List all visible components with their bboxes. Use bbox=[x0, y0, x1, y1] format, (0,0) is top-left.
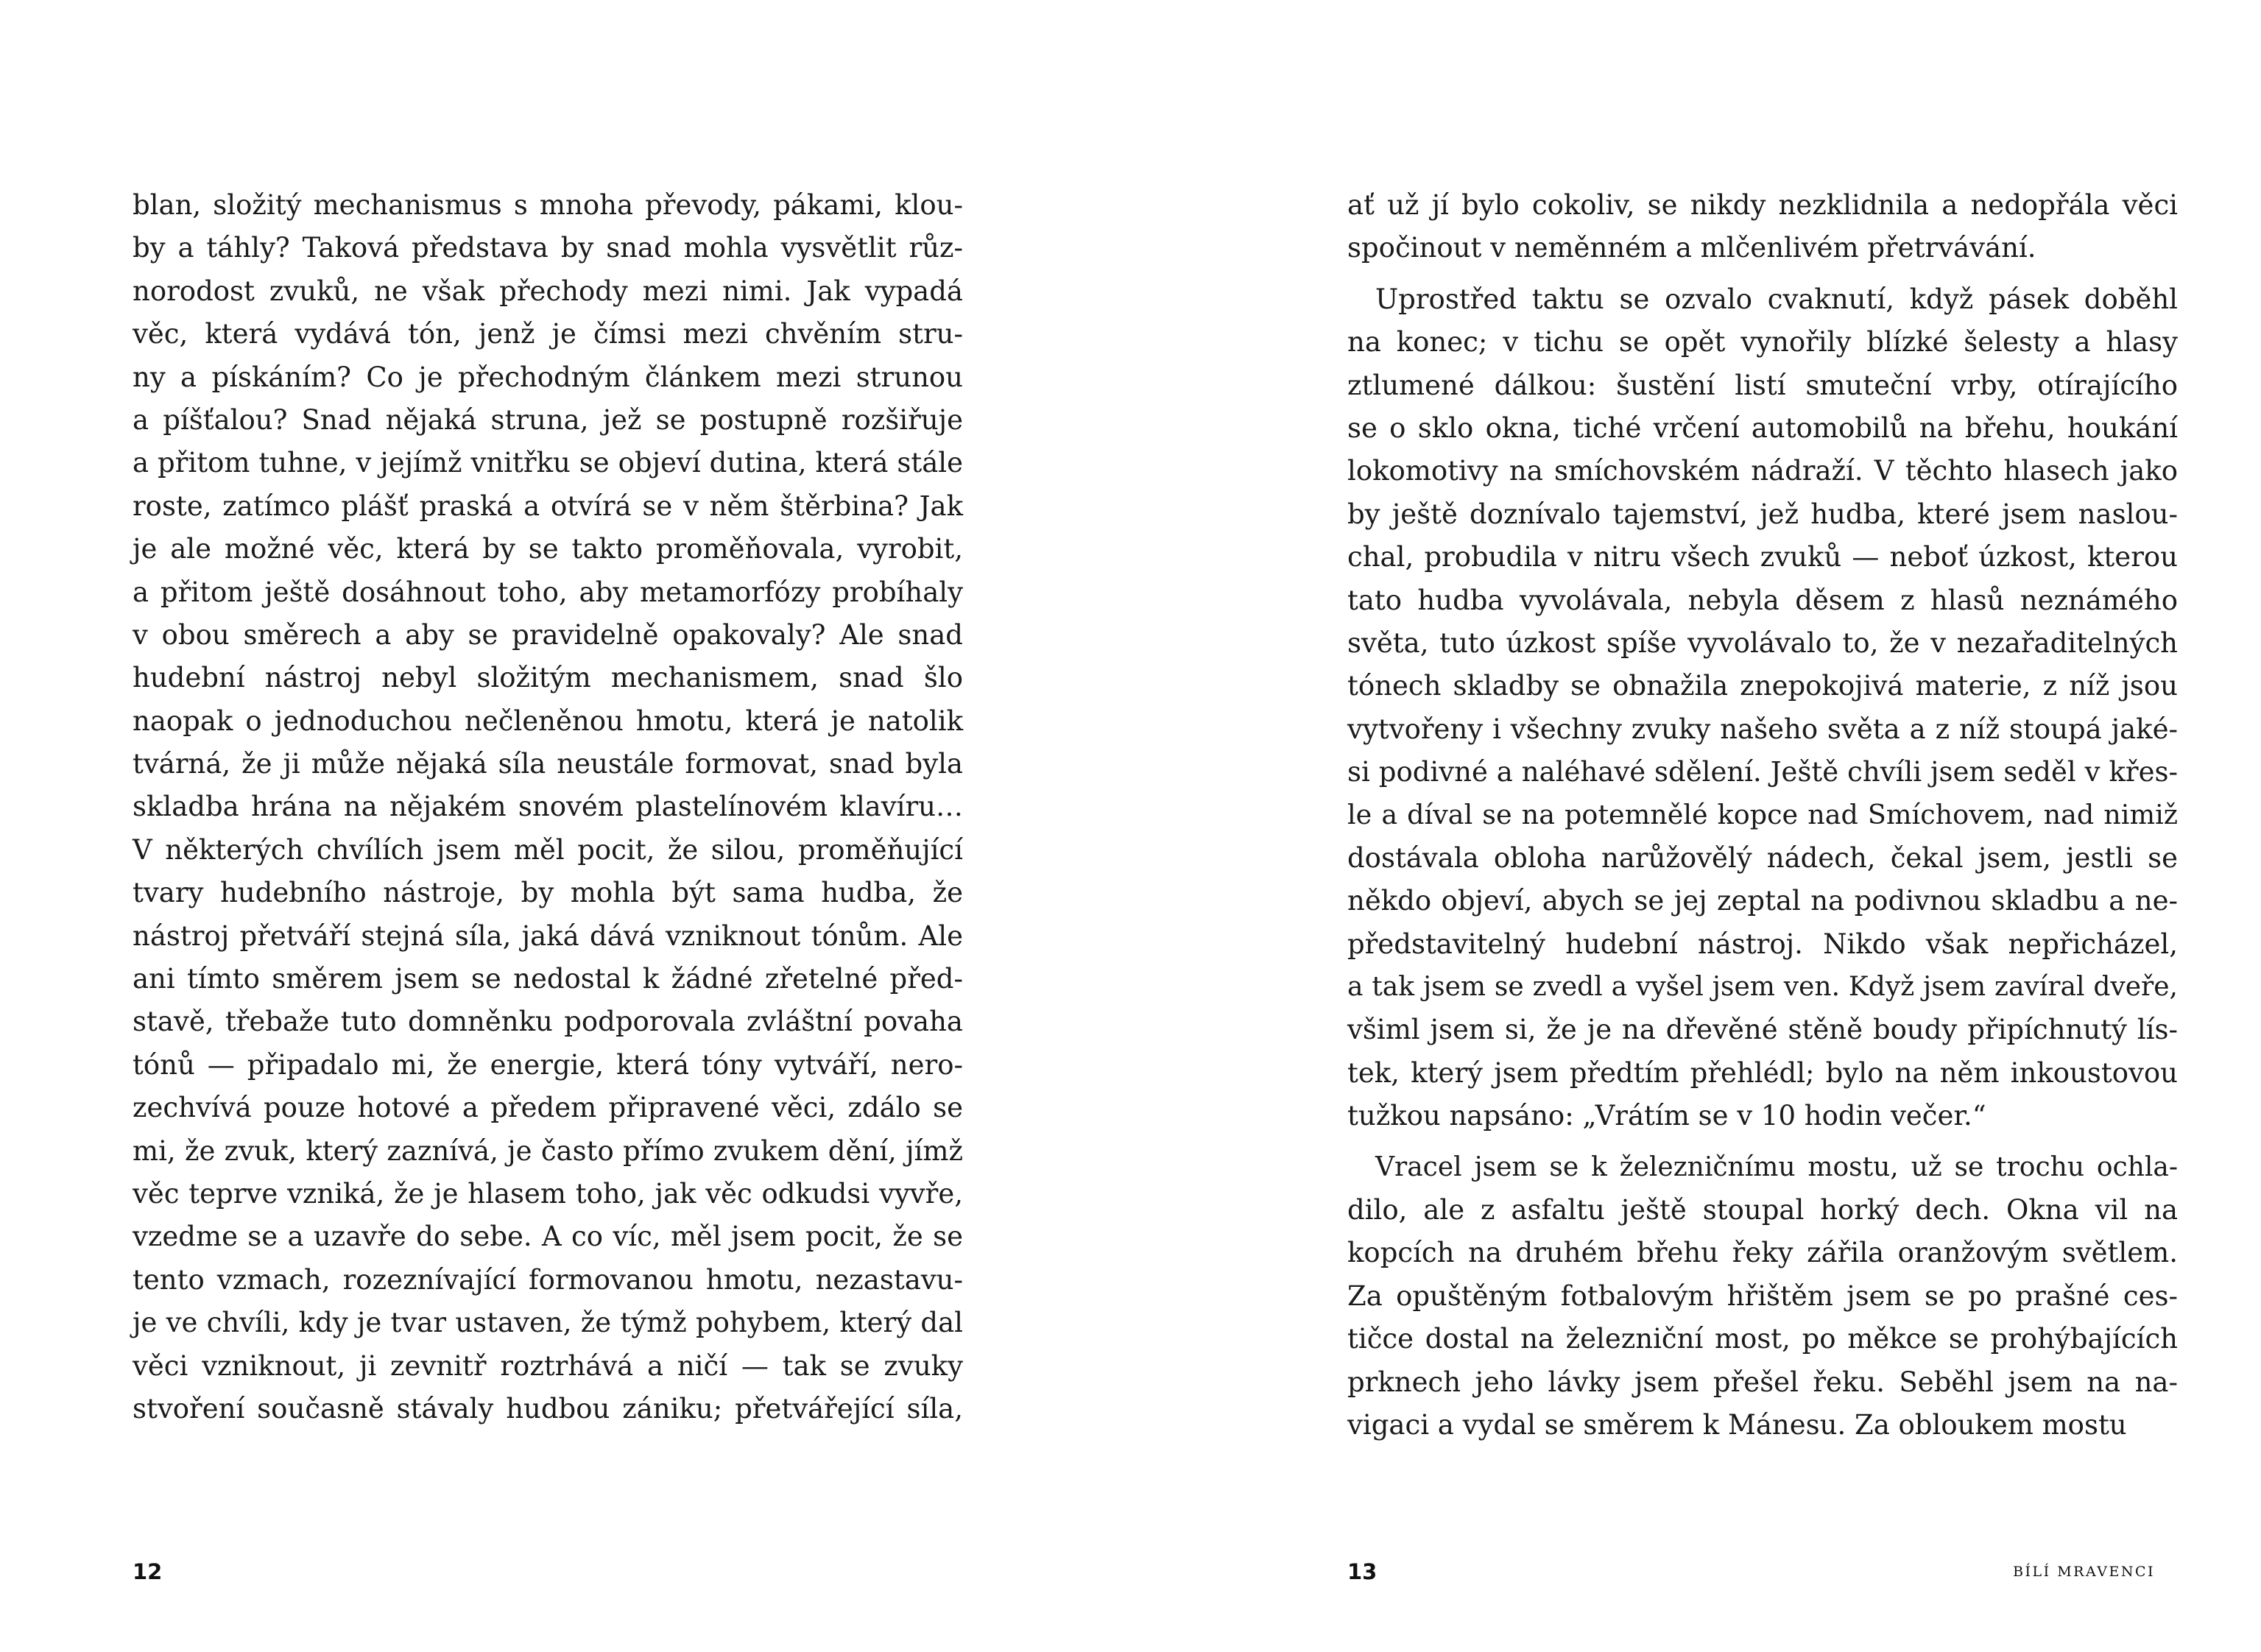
text-line: roste, zatímco plášť praská a otvírá se v něm štěrbina? Jak bbox=[133, 490, 963, 522]
text-line: Za opuštěným fotbalovým hřištěm jsem se po prašné ces- bbox=[1347, 1279, 2178, 1312]
paragraph bbox=[1347, 184, 2178, 270]
text-line: se o sklo okna, tiché vrčení automobilů na břehu, houkání bbox=[1347, 412, 2178, 444]
paragraph-gap bbox=[1347, 1138, 2178, 1146]
text-line: si podivné a naléhavé sdělení. Ještě chvíli jsem seděl v křes- bbox=[1347, 756, 2178, 788]
text-line: dostávala obloha narůžovělý nádech, čekal jsem, jestli se bbox=[1347, 841, 2178, 874]
text-line: mi, že zvuk, který zaznívá, je často přímo zvukem dění, jímž bbox=[133, 1134, 963, 1167]
right-page-body-text bbox=[1347, 184, 2178, 1447]
text-line: skladba hrána na nějakém snovém plastelínovém klavíru… bbox=[133, 791, 963, 823]
left-page-number: 12 bbox=[133, 1559, 163, 1584]
text-line: chal, probudila v nitru všech zvuků — neboť úzkost, kterou bbox=[1347, 541, 2178, 573]
text-line: lokomotivy na smíchovském nádraží. V těchto hlasech jako bbox=[1347, 455, 2178, 487]
text-line: tónů — připadalo mi, že energie, která tóny vytváří, nero- bbox=[133, 1048, 963, 1081]
text-line: tvárná, že ji může nějaká síla neustále formovat, snad byla bbox=[133, 748, 963, 780]
text-line: V některých chvílích jsem měl pocit, že silou, proměňující bbox=[133, 833, 963, 866]
text-line: je ve chvíli, kdy je tvar ustaven, že týmž pohybem, který dal bbox=[133, 1307, 963, 1339]
paragraph bbox=[1347, 1146, 2178, 1447]
text-line: světa, tuto úzkost spíše vyvolávalo to, že v nezařaditelných bbox=[1347, 626, 2178, 659]
text-line: je ale možné věc, která by se takto proměňovala, vyrobit, bbox=[133, 533, 963, 565]
text-line: ny a pískáním? Co je přechodným článkem mezi strunou bbox=[133, 361, 963, 393]
text-line: le a díval se na potemnělé kopce nad Smíchovem, nad nimiž bbox=[1347, 799, 2178, 831]
text-line: tónech skladby se obnažila znepokojivá materie, z níž jsou bbox=[1347, 670, 2178, 702]
text-line: tento vzmach, rozeznívající formovanou hmotu, nezastavu- bbox=[133, 1263, 963, 1296]
text-line: zechvívá pouze hotové a předem připravené věci, zdálo se bbox=[133, 1092, 963, 1124]
text-line: v obou směrech a aby se pravidelně opakovaly? Ale snad bbox=[133, 618, 963, 651]
text-line: a přitom ještě dosáhnout toho, aby metamorfózy probíhaly bbox=[133, 576, 963, 608]
text-line: Uprostřed taktu se ozvalo cvaknutí, když pásek doběhl bbox=[1375, 283, 2178, 315]
text-line: by a táhly? Taková představa by snad mohla vysvětlit růz- bbox=[133, 232, 963, 264]
text-line: ztlumené dálkou: šustění listí smuteční vrby, otírajícího bbox=[1347, 369, 2178, 401]
text-line: Vracel jsem se k železničnímu mostu, už se trochu ochla- bbox=[1375, 1151, 2178, 1182]
text-line: vigaci a vydal se směrem k Mánesu. Za obloukem mostu bbox=[1347, 1408, 2127, 1441]
text-line: ať už jí bylo cokoliv, se nikdy nezklidnila a nedopřála věci bbox=[1347, 189, 2178, 221]
text-line: dilo, ale z asfaltu ještě stoupal horký dech. Okna vil na bbox=[1347, 1193, 2178, 1226]
text-line: vytvořeny i všechny zvuky našeho světa a z níž stoupá jaké- bbox=[1347, 713, 2178, 745]
text-line: nástroj přetváří stejná síla, jaká dává vzniknout tónům. Ale bbox=[133, 919, 963, 952]
text-line: a píšťalou? Snad nějaká struna, jež se postupně rozšiřuje bbox=[133, 403, 963, 436]
left-page bbox=[0, 0, 1130, 1652]
text-line: tičce dostal na železniční most, po měkce se prohýbajících bbox=[1347, 1323, 2178, 1355]
text-line: a tak jsem se zvedl a vyšel jsem ven. Když jsem zavíral dveře, bbox=[1347, 972, 2178, 1003]
text-line: stavě, třebaže tuto domněnku podporovala zvláštní povaha bbox=[133, 1006, 963, 1038]
text-line: a přitom tuhne, v jejímž vnitřku se objeví dutina, která stále bbox=[133, 447, 963, 479]
text-line: naopak o jednoduchou nečleněnou hmotu, která je natolik bbox=[133, 705, 963, 737]
text-line: hudební nástroj nebyl složitým mechanismem, snad šlo bbox=[133, 662, 963, 694]
text-line: tvary hudebního nástroje, by mohla být sama hudba, že bbox=[133, 877, 963, 909]
text-line: někdo objeví, abych se jej zeptal na podivnou skladbu a ne- bbox=[1347, 885, 2178, 917]
text-line: prknech jeho lávky jsem přešel řeku. Seběhl jsem na na- bbox=[1347, 1366, 2178, 1398]
text-line: by ještě doznívalo tajemství, jež hudba, které jsem naslou- bbox=[1347, 498, 2178, 530]
text-line: věc, která vydává tón, jenž je čímsi mezi chvěním stru- bbox=[133, 318, 963, 350]
paragraph bbox=[1347, 278, 2178, 1138]
text-line: věc teprve vzniká, že je hlasem toho, jak věc odkudsi vyvře, bbox=[133, 1177, 963, 1210]
text-line: spočinout v neměnném a mlčenlivém přetrvávání. bbox=[1347, 232, 2036, 264]
text-line: představitelný hudební nástroj. Nikdo však nepřicházel, bbox=[1347, 928, 2178, 960]
paragraph-gap bbox=[1347, 270, 2178, 278]
text-line: norodost zvuků, ne však přechody mezi nimi. Jak vypadá bbox=[133, 275, 963, 307]
text-line: vzedme se a uzavře do sebe. A co víc, měl jsem pocit, že se bbox=[133, 1221, 963, 1253]
text-line: tek, který jsem předtím přehlédl; bylo na něm inkoustovou bbox=[1347, 1056, 2178, 1089]
right-page-number: 13 bbox=[1347, 1559, 1378, 1584]
text-line: všiml jsem si, že je na dřevěné stěně boudy připíchnutý lís- bbox=[1347, 1014, 2178, 1046]
text-line: na konec; v tichu se opět vynořily blízké šelesty a hlasy bbox=[1347, 326, 2178, 359]
text-line: kopcích na druhém břehu řeky zářila oranžovým světlem. bbox=[1347, 1237, 2178, 1269]
text-line: tato hudba vyvolávala, nebyla děsem z hlasů neznámého bbox=[1347, 584, 2178, 616]
text-line: ani tímto směrem jsem se nedostal k žádné zřetelné před- bbox=[133, 963, 963, 995]
text-line: blan, složitý mechanismus s mnoha převody, pákami, klou- bbox=[133, 189, 963, 221]
text-line: stvoření současně stávaly hudbou zániku; přetvářející síla, bbox=[133, 1392, 963, 1425]
text-line: tužkou napsáno: „Vrátím se v 10 hodin večer.“ bbox=[1347, 1100, 1986, 1132]
running-head-book-title: BÍLÍ MRAVENCI bbox=[2013, 1564, 2155, 1580]
text-line: věci vzniknout, ji zevnitř roztrhává a ničí — tak se zvuky bbox=[133, 1349, 963, 1382]
right-page bbox=[1131, 0, 2261, 1652]
left-page-body-text bbox=[133, 184, 963, 1430]
